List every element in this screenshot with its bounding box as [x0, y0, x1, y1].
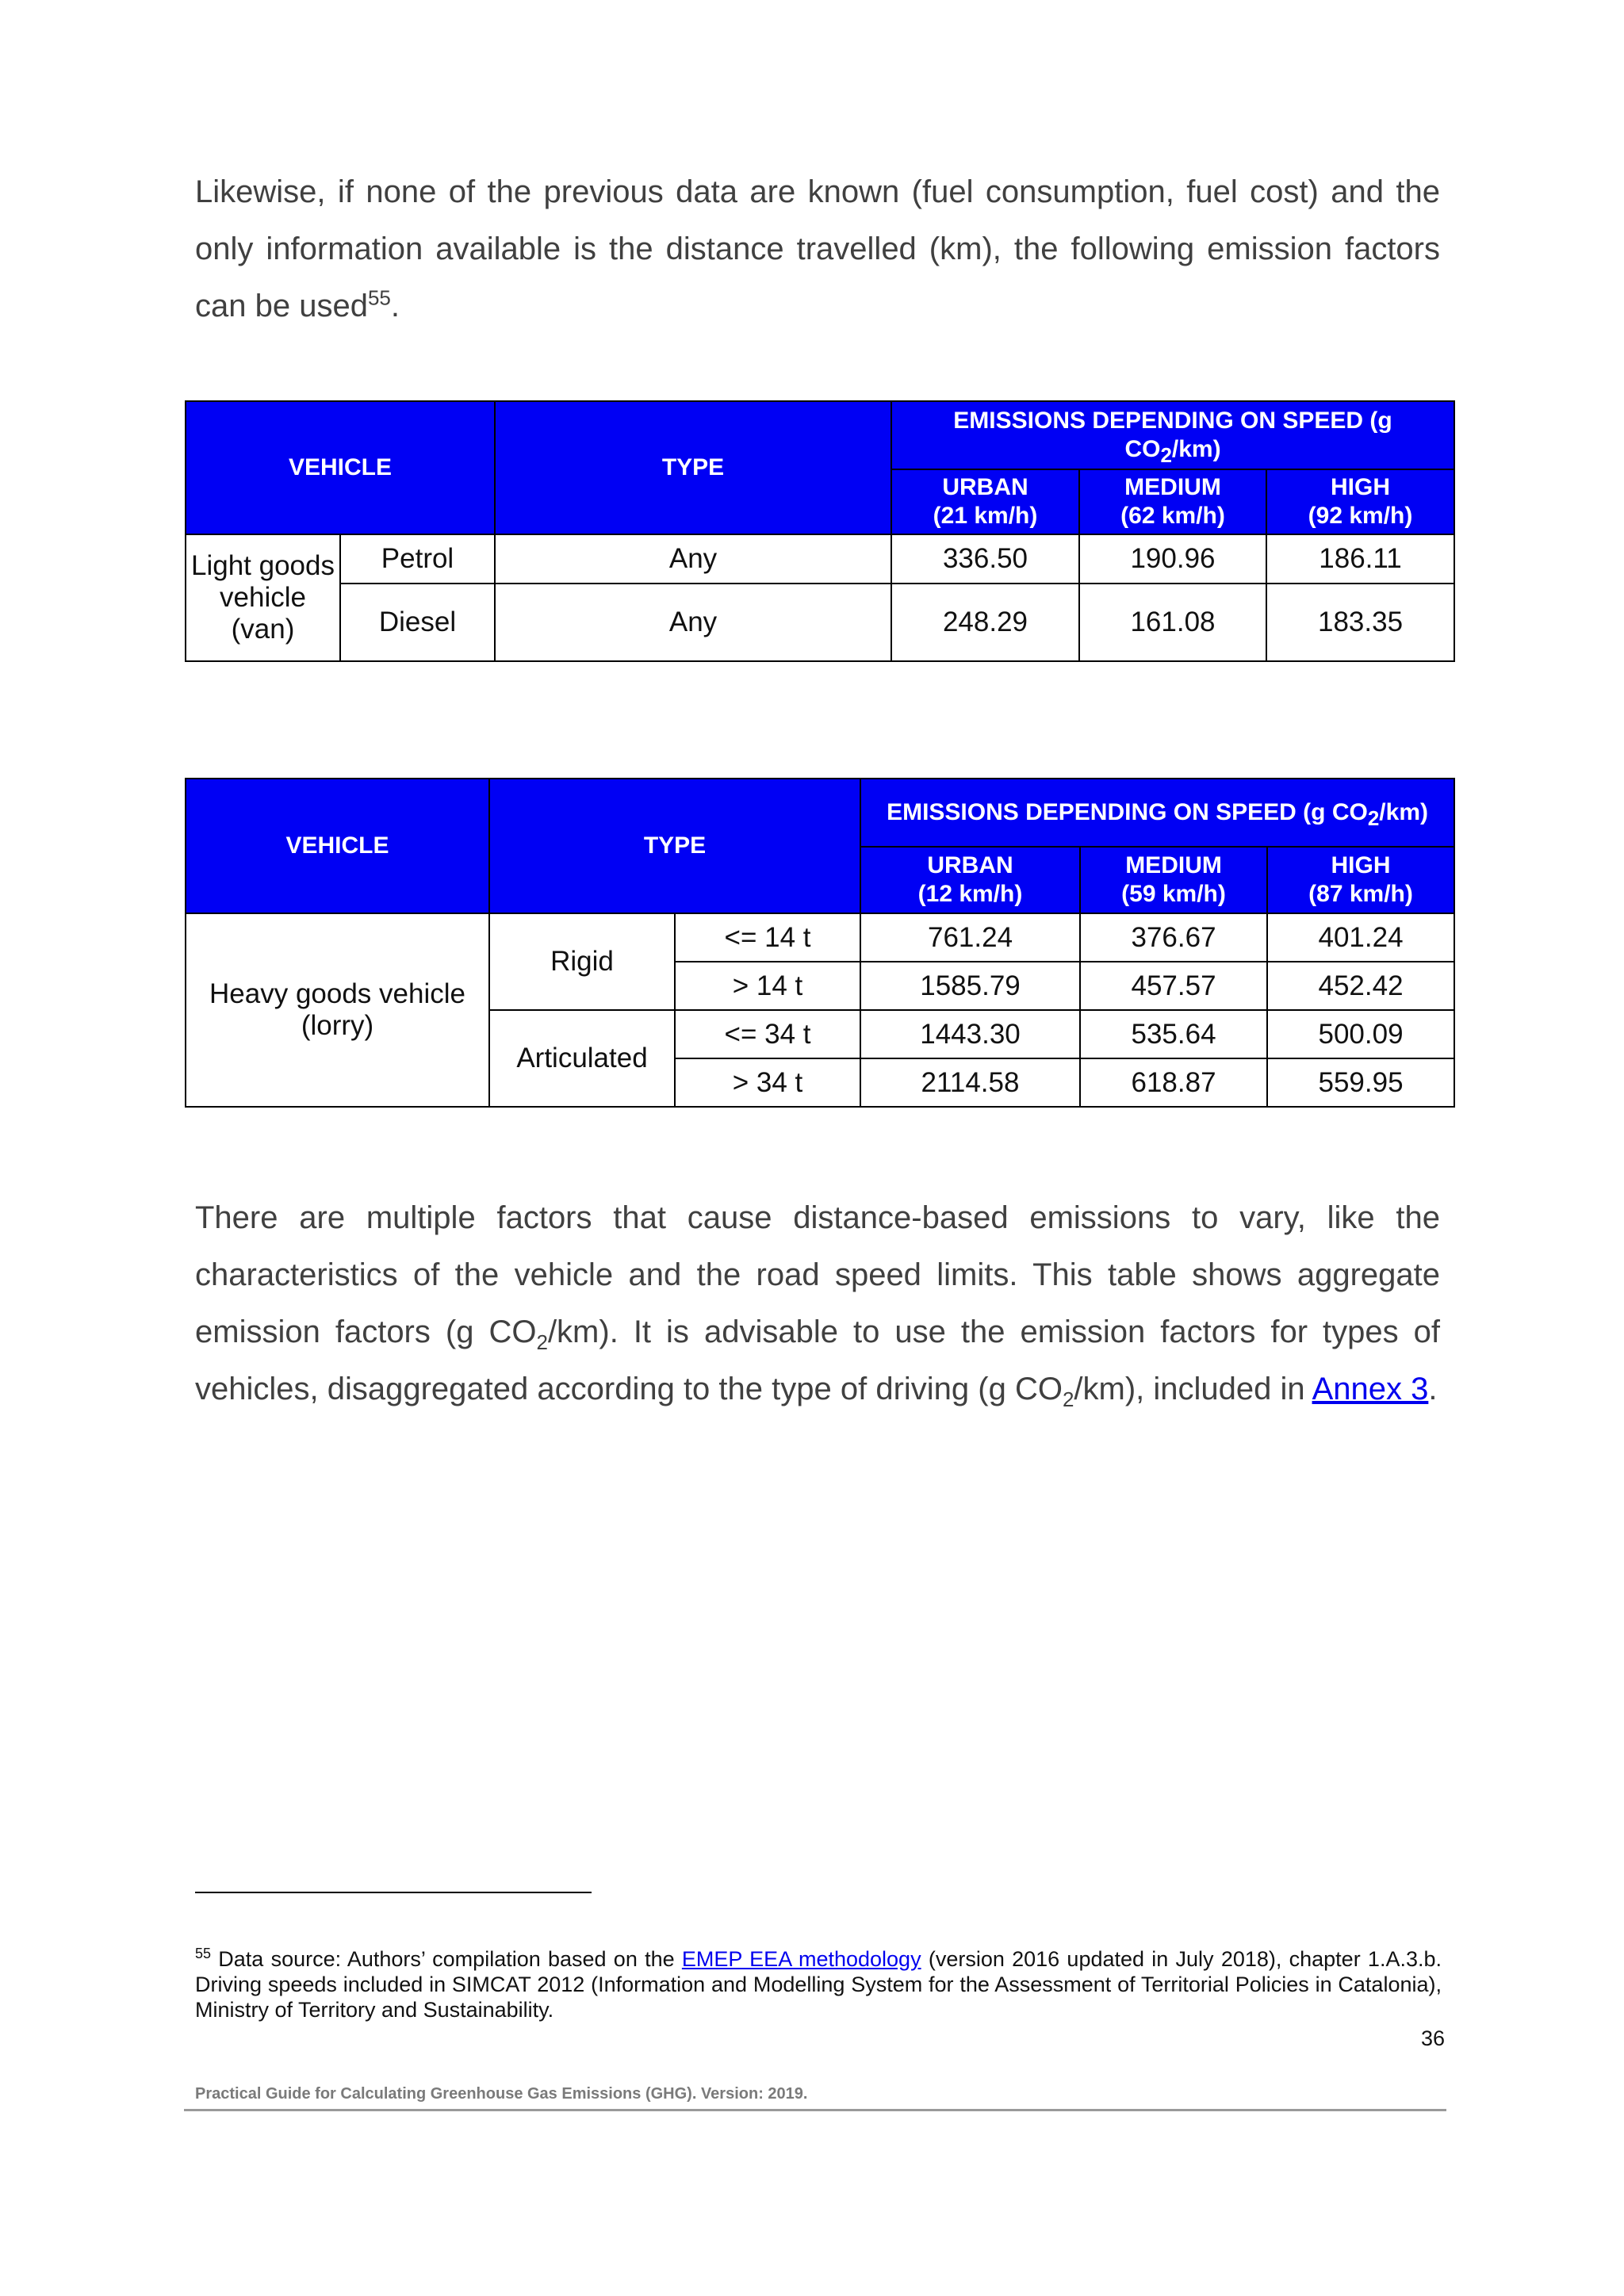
- header-emissions: EMISSIONS DEPENDING ON SPEED (g $CO_2/km$): [891, 401, 1454, 469]
- fuel-cell: Petrol: [340, 534, 495, 584]
- header-high: HIGH (87 km/h): [1267, 847, 1454, 913]
- footnote-divider: [195, 1892, 592, 1893]
- footnote-number: 55: [195, 1946, 212, 1961]
- urban-cell: 2114.58: [860, 1058, 1080, 1107]
- medium-cell: 161.08: [1079, 584, 1266, 661]
- high-cell: 500.09: [1267, 1010, 1454, 1058]
- table-row: [186, 584, 1454, 661]
- urban-cell: 1585.79: [860, 962, 1080, 1010]
- urban-cell: 1443.30: [860, 1010, 1080, 1058]
- table-row: [186, 913, 1454, 962]
- type-cell: Any: [495, 584, 891, 661]
- medium-cell: 535.64: [1080, 1010, 1267, 1058]
- footer-divider: [184, 2109, 1446, 2111]
- emep-eea-methodology-link[interactable]: EMEP EEA methodology: [681, 1947, 921, 1971]
- urban-cell: 336.50: [891, 534, 1079, 584]
- type-cell: Articulated: [489, 1010, 675, 1107]
- page-number: 36: [1420, 2026, 1445, 2050]
- weight-cell: <= 14 t: [675, 913, 860, 962]
- header-type: TYPE: [489, 779, 860, 913]
- weight-cell: > 34 t: [675, 1058, 860, 1107]
- table-row: [186, 534, 1454, 584]
- header-vehicle: VEHICLE: [186, 779, 489, 913]
- medium-cell: 376.67: [1080, 913, 1267, 962]
- high-cell: 183.35: [1266, 584, 1454, 661]
- vehicle-cell: Heavy goods vehicle (lorry): [186, 913, 489, 1107]
- urban-cell: 761.24: [860, 913, 1080, 962]
- header-type: TYPE: [495, 401, 891, 534]
- high-cell: 401.24: [1267, 913, 1454, 962]
- heavy-goods-vehicle-table: [185, 778, 1455, 1108]
- body-paragraph: There are multiple factors that cause distance-based emissions to vary, like the characteristics of the vehicle and the road speed limits. This table shows aggregate emission factors (g $CO_2/km$). It is advisable to use the emission factors for types of vehicles, disaggregated according to the type of driving (g $CO_2/km$), included in Annex 3.: [195, 1200, 1440, 1411]
- high-cell: 559.95: [1267, 1058, 1454, 1107]
- header-medium: MEDIUM (62 km/h): [1079, 469, 1266, 534]
- medium-cell: 618.87: [1080, 1058, 1267, 1107]
- light-goods-vehicle-table: [185, 400, 1455, 662]
- footer-title: Practical Guide for Calculating Greenhouse Gas Emissions (GHG). Version: 2019.: [195, 2085, 808, 2103]
- type-cell: Any: [495, 534, 891, 584]
- weight-cell: <= 34 t: [675, 1010, 860, 1058]
- high-cell: 186.11: [1266, 534, 1454, 584]
- header-high: HIGH (92 km/h): [1266, 469, 1454, 534]
- vehicle-cell: Light goods vehicle (van): [186, 534, 340, 661]
- footnote-reference[interactable]: 55: [367, 285, 391, 310]
- medium-cell: 457.57: [1080, 962, 1267, 1010]
- annex-3-link[interactable]: Annex 3: [1312, 1372, 1429, 1406]
- high-cell: 452.42: [1267, 962, 1454, 1010]
- header-medium: MEDIUM (59 km/h): [1080, 847, 1267, 913]
- medium-cell: 190.96: [1079, 534, 1266, 584]
- header-emissions: EMISSIONS DEPENDING ON SPEED (g $CO_2/km$): [860, 779, 1454, 847]
- header-urban: URBAN (21 km/h): [891, 469, 1079, 534]
- fuel-cell: Diesel: [340, 584, 495, 661]
- weight-cell: > 14 t: [675, 962, 860, 1010]
- footnote: $^{55}$ Data source: Authors’ compilation based on the EMEP EEA methodology (version 2016 updated in July 2018), chapter 1.A.3.b. Driving speeds included in SIMCAT 2012 (Information and Modelling System for the Assessment of Territorial Policies in Catalonia), Ministry of Territory and Sustainability.: [195, 1946, 1442, 2022]
- header-urban: URBAN (12 km/h): [860, 847, 1080, 913]
- intro-paragraph: Likewise, if none of the previous data are known (fuel consumption, fuel cost) and the only information available is the distance travelled (km), the following emission factors can be used$^{55}$.: [195, 174, 1440, 323]
- urban-cell: 248.29: [891, 584, 1079, 661]
- type-cell: Rigid: [489, 913, 675, 1010]
- header-vehicle: VEHICLE: [186, 401, 495, 534]
